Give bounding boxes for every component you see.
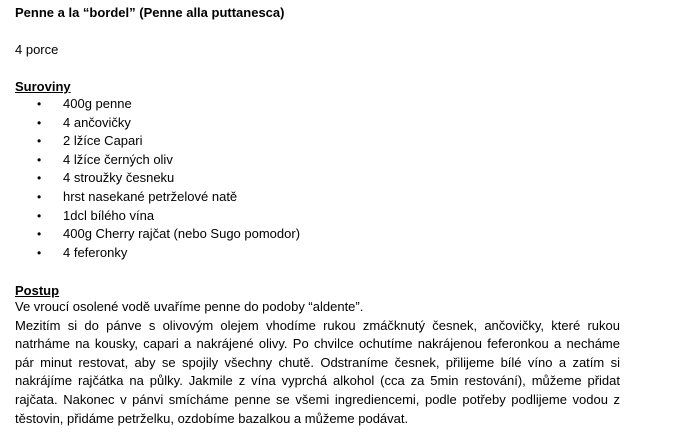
bullet-icon: • bbox=[37, 97, 42, 111]
bullet-icon: • bbox=[37, 245, 42, 260]
ingredient-item bbox=[15, 207, 300, 226]
bullet-icon: • bbox=[37, 189, 42, 204]
ingredients-list bbox=[15, 95, 300, 262]
method-text bbox=[15, 298, 620, 428]
ingredient-text: 4 feferonky bbox=[63, 244, 128, 260]
ingredient-item bbox=[15, 225, 300, 244]
ingredient-text: 1dcl bílého vína bbox=[63, 207, 155, 223]
ingredient-item bbox=[15, 244, 300, 263]
ingredient-text: 4 lžíce černých oliv bbox=[63, 151, 173, 167]
ingredient-item bbox=[15, 151, 300, 170]
bullet-icon: • bbox=[37, 227, 42, 242]
method-body: Mezitím si do pánve s olivovým olejem vhodíme rukou zmáčknutý česnek, ančovičky, které rukou natrháme na kousky, capari a nakrájené olivy. Po chvilce ochutíme nakrájenou feferonkou a necháme pár minut restovat, aby se spojily všechny chutě. Odstraníme česnek, přilijeme bílé víno a zatím si nakrájíme rajčátka na půlky. Jakmile z vína vyprchá alkohol (cca za 5min restování), můžeme přidat rajčata. Nakonec v pánvi smícháme penne se všemi ingrediencemi, podle potřeby podlijeme vodou z těstovin, přidáme petrželku, ozdobíme bazalkou a můžeme podávat. bbox=[15, 317, 620, 426]
ingredients-heading: Suroviny bbox=[15, 79, 71, 94]
ingredient-text: hrst nasekané petrželové natě bbox=[63, 188, 238, 204]
ingredient-text: 4 ančovičky bbox=[63, 114, 131, 130]
ingredient-text: 400g penne bbox=[63, 96, 132, 111]
bullet-icon: • bbox=[37, 134, 42, 149]
bullet-icon: • bbox=[37, 208, 42, 223]
bullet-icon: • bbox=[37, 115, 42, 130]
ingredient-item bbox=[15, 188, 300, 207]
bullet-icon: • bbox=[37, 152, 42, 167]
method-intro: Ve vroucí osolené vodě uvaříme penne do podoby “aldente”. bbox=[15, 299, 364, 314]
recipe-title: Penne a la “bordel” (Penne alla puttanesca) bbox=[15, 5, 285, 20]
bullet-icon: • bbox=[37, 171, 42, 186]
ingredient-text: 400g Cherry rajčat (nebo Sugo pomodor) bbox=[63, 226, 301, 242]
ingredient-text: 4 stroužky česneku bbox=[63, 170, 175, 186]
method-heading: Postup bbox=[15, 283, 60, 298]
ingredient-item bbox=[15, 169, 300, 188]
servings: 4 porce bbox=[15, 42, 59, 57]
ingredient-item bbox=[15, 114, 300, 133]
ingredient-text: 2 lžíce Capari bbox=[63, 133, 143, 149]
ingredient-item bbox=[15, 95, 300, 114]
ingredient-item bbox=[15, 132, 300, 151]
